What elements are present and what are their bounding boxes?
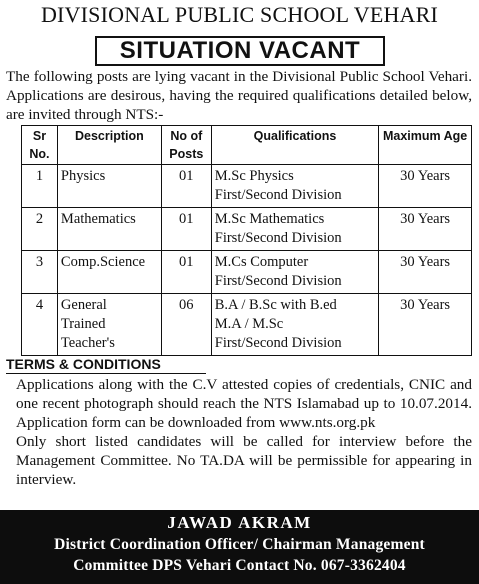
header-sr: Sr No. [22,126,58,165]
qual-line: B.A / B.Sc with B.ed [214,297,337,313]
cell-sr: 2 [22,208,58,251]
table-header-row [22,126,472,165]
cell-description: Mathematics [57,208,161,251]
cell-posts: 01 [161,251,211,294]
footer-signature-block [0,510,479,584]
officer-designation: District Coordination Officer/ Chairman Management [54,536,425,553]
cell-qualifications [211,251,378,294]
cell-description: General Trained Teacher's [57,294,161,356]
qual-line: M.Cs Computer [214,254,309,270]
qual-line: First/Second Division [214,187,342,203]
committee-contact: Committee DPS Vehari Contact No. 067-3362404 [73,557,406,574]
school-name: DIVISIONAL PUBLIC SCHOOL VEHARI [40,2,439,27]
qual-line: First/Second Division [214,335,342,351]
posts-table [21,125,472,356]
qual-line: First/Second Division [214,273,342,289]
cell-sr: 3 [22,251,58,294]
cell-qualifications [211,294,378,356]
cell-age: 30 Years [379,251,472,294]
cell-age: 30 Years [379,165,472,208]
cell-sr: 4 [22,294,58,356]
cell-posts: 01 [161,165,211,208]
header-description: Description [57,126,161,165]
qual-line: First/Second Division [214,230,342,246]
header-posts: No of Posts [161,126,211,165]
table-row [22,251,472,294]
table-row [22,294,472,356]
cell-age: 30 Years [379,294,472,356]
situation-vacant-banner: SITUATION VACANT [95,36,385,66]
intro-paragraph: The following posts are lying vacant in the Divisional Public School Vehari. Applications are desirous, having the required qualifications detailed below, are invited through NTS:- [6,68,472,123]
cell-qualifications [211,165,378,208]
terms-heading: TERMS & CONDITIONS [6,356,206,374]
officer-name: JAWAD AKRAM [167,513,312,532]
header-age: Maximum Age [379,126,472,165]
cell-qualifications [211,208,378,251]
cell-posts: 06 [161,294,211,356]
cell-posts: 01 [161,208,211,251]
terms-body [16,375,472,489]
cell-sr: 1 [22,165,58,208]
qual-line: M.Sc Mathematics [214,211,325,227]
qual-line: M.Sc Physics [214,168,294,184]
terms-paragraph: Only short listed candidates will be called for interview before the Management Committee. No TA.DA will be permissible for appearing in interview. [16,433,472,488]
qual-line: M.A / M.Sc [214,316,284,332]
cell-description: Comp.Science [57,251,161,294]
header-qualifications: Qualifications [211,126,378,165]
terms-paragraph: Applications along with the C.V attested copies of credentials, CNIC and one recent photograph should reach the NTS Islamabad up to 10.07.2014. Application form can be downloaded from www.nts.org.pk [16,376,472,431]
cell-age: 30 Years [379,208,472,251]
table-row [22,165,472,208]
cell-description: Physics [57,165,161,208]
table-row [22,208,472,251]
